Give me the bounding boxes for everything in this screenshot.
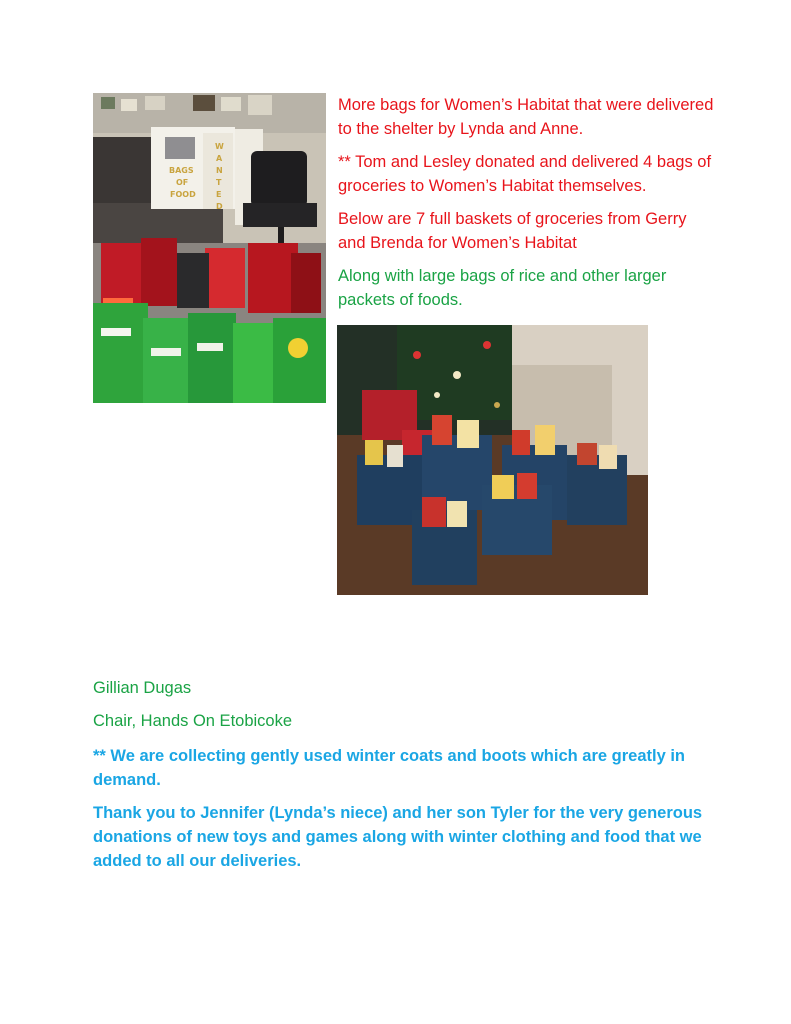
svg-text:D: D [216, 202, 223, 211]
svg-text:BAGS: BAGS [169, 166, 194, 175]
paragraph-rice: Along with large bags of rice and other larger packets of foods. [338, 267, 667, 309]
note-thank-you: Thank you to Jennifer (Lynda’s niece) and her son Tyler for the very generous donations of new toys and games along with winter clothing and food that we added to all our deliveries. [93, 804, 703, 870]
paragraph-baskets: Below are 7 full baskets of groceries from Gerry and Brenda for Women’s Habitat [338, 210, 687, 252]
svg-text:OF: OF [176, 178, 189, 187]
signoff-section [93, 676, 713, 882]
svg-text:E: E [216, 190, 222, 199]
svg-text:W: W [215, 142, 224, 151]
photo-bags-of-food [93, 93, 326, 403]
svg-text:A: A [216, 154, 223, 163]
paragraph-tom-lesley: ** Tom and Lesley donated and delivered 4 bags of groceries to Women’s Habitat themselves. [338, 153, 712, 195]
signature-name: Gillian Dugas [93, 679, 192, 697]
svg-text:FOOD: FOOD [170, 190, 196, 199]
photo-grocery-baskets [337, 325, 648, 595]
paragraph-bags-delivered: More bags for Women’s Habitat that were delivered to the shelter by Lynda and Anne. [338, 96, 714, 138]
svg-text:N: N [216, 166, 223, 175]
right-column-text [338, 93, 718, 321]
svg-text:T: T [216, 178, 222, 187]
note-winter-coats: ** We are collecting gently used winter coats and boots which are greatly in demand. [93, 747, 686, 789]
signature-title: Chair, Hands On Etobicoke [93, 712, 293, 730]
